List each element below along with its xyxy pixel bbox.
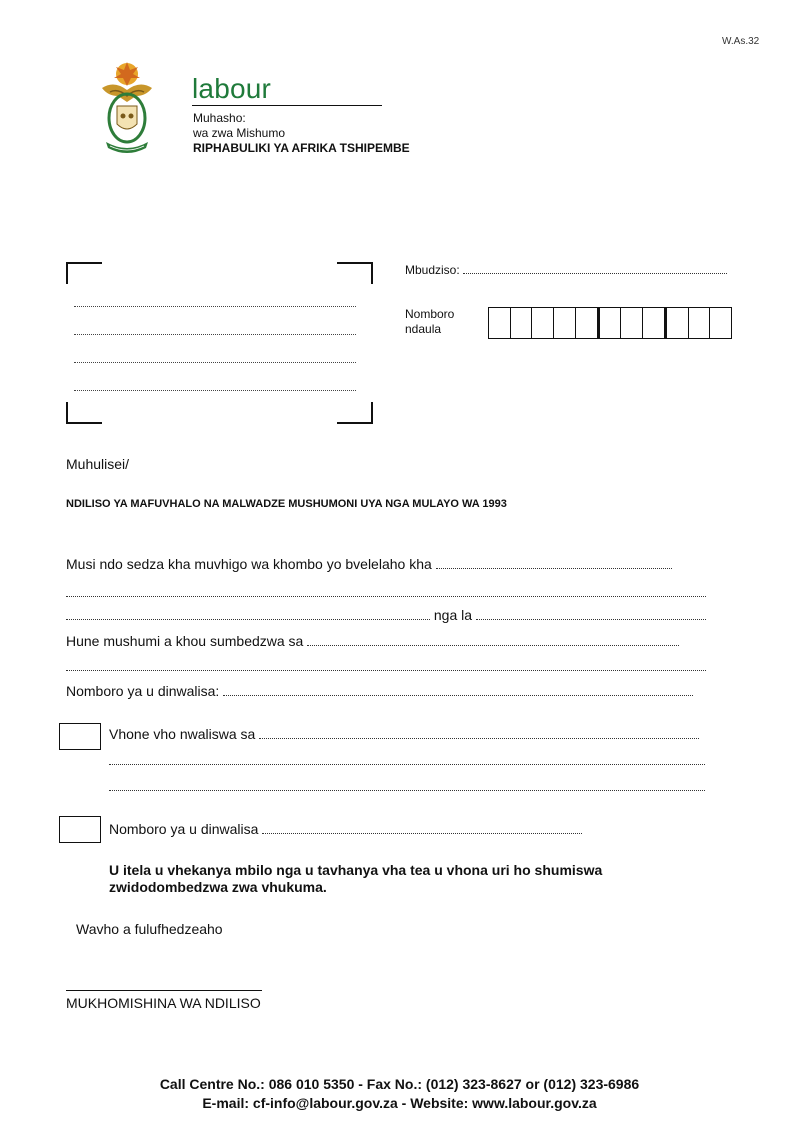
option-number-input[interactable] [262, 832, 582, 834]
brand-wordmark: labour [192, 73, 272, 104]
signatory-title: MUKHOMISHINA WA NDILISO [66, 995, 261, 1011]
coat-of-arms-logo [96, 58, 158, 158]
ref-digit-8[interactable] [643, 308, 667, 338]
form-code: W.As.32 [722, 36, 760, 47]
address-corner-top-right [337, 262, 373, 284]
ref-digit-5[interactable] [576, 308, 600, 338]
option-registered-label: Vhone vho nwaliswa sa [109, 726, 256, 742]
employee-line [66, 633, 679, 649]
accident-report-label: Musi ndo sedza kha muvhigo wa khombo yo bvelelaho kha [66, 556, 432, 572]
registration-line [66, 683, 693, 699]
reference-number-label-2: ndaula [405, 322, 442, 336]
date-line-input-left[interactable] [66, 618, 430, 620]
address-line-4[interactable] [74, 390, 356, 391]
registration-input[interactable] [223, 694, 693, 696]
ref-digit-11[interactable] [710, 308, 731, 338]
footer-contact-line-2: E-mail: cf-info@labour.gov.za - Website: www.labour.gov.za [202, 1095, 597, 1111]
date-line-input-right[interactable] [476, 618, 706, 620]
instruction-note: U itela u vhekanya mbilo nga u tavhanya vha tea u vhona uri ho shumiswa zwidodombedzwa zwa vhukuma. [109, 862, 603, 895]
sender-input[interactable] [463, 272, 727, 274]
accident-detail-line[interactable] [66, 596, 706, 597]
ref-digit-6[interactable] [600, 308, 622, 338]
brand-rule [192, 105, 382, 106]
date-line-label: nga la [433, 607, 473, 623]
reference-number-boxes[interactable] [488, 307, 732, 339]
subject-line: NDILISO YA MAFUVHALO NA MALWADZE MUSHUMONI UYA NGA MULAYO WA 1993 [66, 498, 507, 510]
ref-digit-7[interactable] [621, 308, 643, 338]
date-line [66, 607, 706, 623]
option-number-label: Nomboro ya u dinwalisa [109, 821, 259, 837]
option-number-checkbox[interactable] [59, 816, 101, 843]
address-corner-bottom-left [66, 402, 102, 424]
option-registered-input[interactable] [259, 737, 699, 739]
address-corner-top-left [66, 262, 102, 284]
address-line-3[interactable] [74, 362, 356, 363]
option-registered-line-2[interactable] [109, 764, 705, 765]
employee-label: Hune mushumi a khou sumbedzwa sa [66, 633, 304, 649]
department-line-1: Muhasho: [193, 111, 246, 125]
address-line-2[interactable] [74, 334, 356, 335]
ref-digit-1[interactable] [489, 308, 511, 338]
address-corner-bottom-right [337, 402, 373, 424]
employee-detail-line[interactable] [66, 670, 706, 671]
department-line-2: wa zwa Mishumo [193, 126, 286, 140]
option-registered-line-3[interactable] [109, 790, 705, 791]
department-line-3: RIPHABULIKI YA AFRIKA TSHIPEMBE [193, 141, 410, 155]
address-line-1[interactable] [74, 306, 356, 307]
accident-report-input[interactable] [436, 567, 672, 569]
registration-label: Nomboro ya u dinwalisa: [66, 683, 220, 699]
option-registered-line [109, 726, 699, 742]
option-number-line [109, 821, 582, 837]
ref-digit-2[interactable] [511, 308, 533, 338]
employee-input[interactable] [307, 644, 679, 646]
accident-report-line [66, 556, 672, 572]
salutation: Muhulisei/ [66, 456, 130, 472]
ref-digit-9[interactable] [667, 308, 689, 338]
closing: Wavho a fulufhedzeaho [76, 921, 223, 937]
ref-digit-10[interactable] [689, 308, 711, 338]
signature-line[interactable] [66, 990, 262, 991]
footer-contact-line-1: Call Centre No.: 086 010 5350 - Fax No.: (012) 323-8627 or (012) 323-6986 [159, 1076, 640, 1092]
reference-number-label-1: Nomboro [405, 307, 455, 321]
sender-field [405, 263, 727, 277]
sender-label: Mbudziso: [405, 263, 460, 277]
ref-digit-4[interactable] [554, 308, 576, 338]
ref-digit-3[interactable] [532, 308, 554, 338]
option-registered-checkbox[interactable] [59, 723, 101, 750]
